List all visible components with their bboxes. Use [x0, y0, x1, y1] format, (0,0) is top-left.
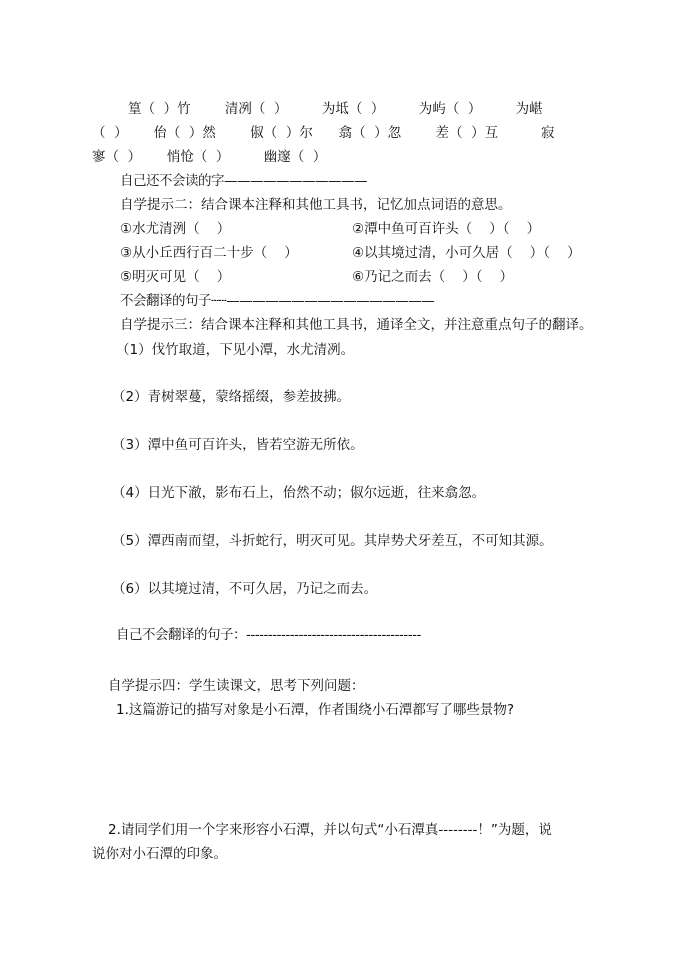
question-2-line-2: 说你对小石潭的印象。	[92, 846, 227, 862]
hint2-item-4: ④以其境过清，小可久居（ ）（ ）	[352, 245, 581, 261]
sentence-5: （5）潭西南而望，斗折蛇行，明灭可见。其岸势犬牙差互，不可知其源。	[112, 533, 553, 549]
pronunciation-line-1: 篁（ ）竹 清冽（ ） 为坻（ ） 为屿（ ） 为嵁	[128, 101, 543, 117]
hint2-title: 自学提示二：结合课本注释和其他工具书，记忆加点词语的意思。	[120, 197, 512, 213]
question-1: 1.这篇游记的描写对象是小石潭，作者围绕小石潭都写了哪些景物?	[116, 702, 515, 718]
hint2-untranslated: 不会翻译的句子┄┄————————————————	[120, 293, 435, 309]
hint3-title: 自学提示三：结合课本注释和其他工具书，通译全文，并注意重点句子的翻译。	[120, 317, 593, 333]
hint3-untranslated: 自己不会翻译的句子：----------------------------------------	[116, 627, 421, 643]
sentence-2: （2）青树翠蔓，蒙络摇缀，参差披拂。	[112, 389, 351, 405]
unknown-chars-prompt: 自己还不会读的字———————————	[120, 173, 367, 189]
hint2-item-3: ③从小丘西行百二十步（ ）	[120, 245, 298, 261]
sentence-1: （1）伐竹取道，下见小潭，水尤清冽。	[116, 342, 355, 358]
hint2-item-5: ⑤明灭可见（ ）	[120, 269, 231, 285]
hint2-item-1: ①水尤清洌（ ）	[120, 221, 231, 237]
hint2-item-2: ②潭中鱼可百许头（ ）（ ）	[352, 221, 541, 237]
sentence-3: （3）潭中鱼可百许头，皆若空游无所依。	[112, 437, 364, 453]
hint2-item-6: ⑥乃记之而去（ ）（ ）	[352, 269, 514, 285]
pronunciation-line-3: 寥（ ） 悄怆（ ） 幽邃（ ）	[92, 149, 327, 165]
sentence-6: （6）以其境过清，不可久居，乃记之而去。	[112, 581, 378, 597]
pronunciation-line-2: （ ） 佁（ ）然 俶（ ）尔 翕（ ）忽 差（ ）互 寂	[92, 125, 555, 141]
question-2-line-1: 2.请同学们用一个字来形容小石潭，并以句式“小石潭真--------！”为题，说	[108, 822, 552, 838]
hint4-title: 自学提示四：学生读课文，思考下列问题：	[108, 678, 365, 694]
sentence-4: （4）日光下澈，影布石上，佁然不动；俶尔远逝，往来翕忽。	[112, 485, 486, 501]
